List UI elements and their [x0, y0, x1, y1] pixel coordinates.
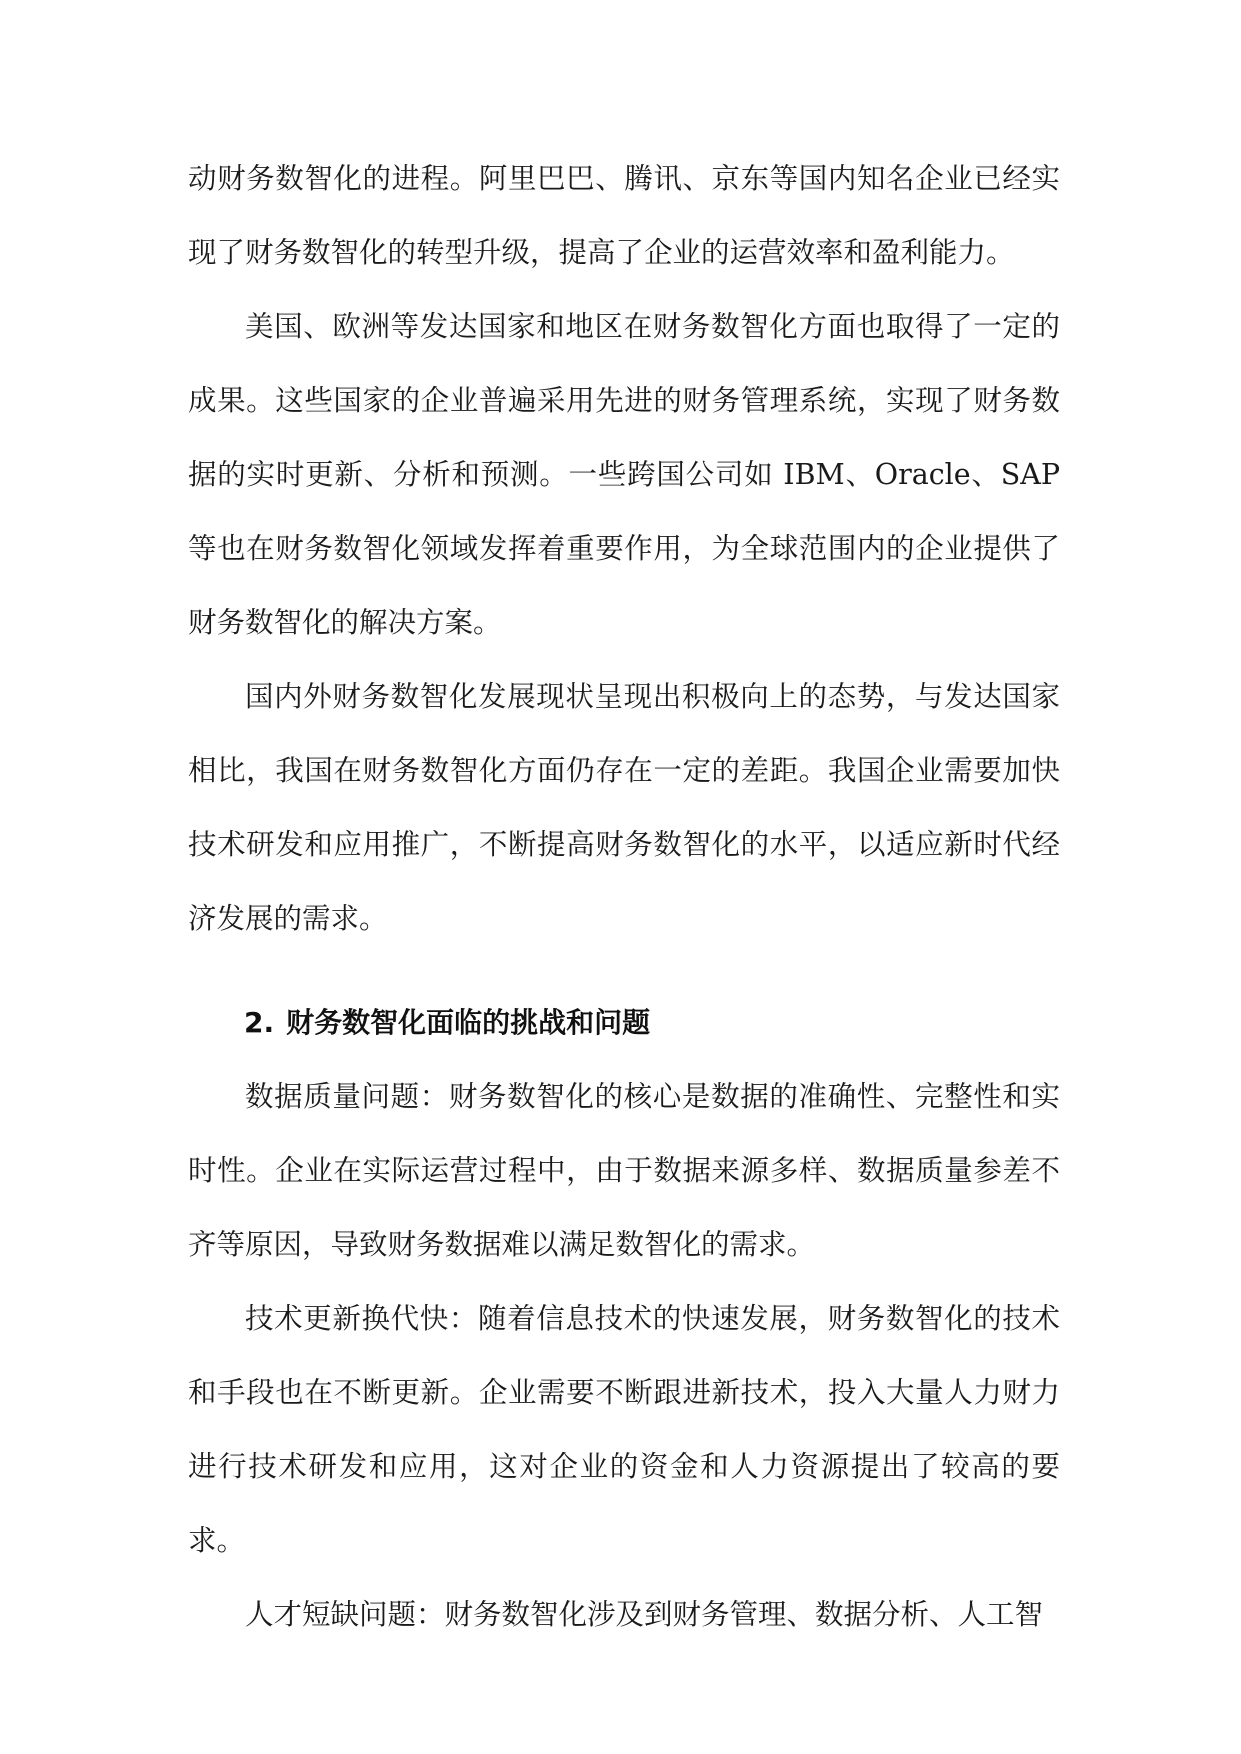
document-body	[188, 142, 1060, 1652]
paragraph-status-summary: 国内外财务数智化发展现状呈现出积极向上的态势，与发达国家相比，我国在财务数智化方面仍存在一定的差距。我国企业需要加快技术研发和应用推广，不断提高财务数智化的水平，以适应新时代经济发展的需求。	[188, 680, 1060, 935]
paragraph-talent-shortage: 人才短缺问题：财务数智化涉及到财务管理、数据分析、人工智	[245, 1598, 1044, 1631]
section-heading	[188, 986, 1060, 1060]
paragraph-tech-update: 技术更新换代快：随着信息技术的快速发展，财务数智化的技术和手段也在不断更新。企业需要不断跟进新技术，投入大量人力财力进行技术研发和应用，这对企业的资金和人力资源提出了较高的要求。	[188, 1302, 1060, 1557]
paragraph-continued: 动财务数智化的进程。阿里巴巴、腾讯、京东等国内知名企业已经实现了财务数智化的转型升级，提高了企业的运营效率和盈利能力。	[188, 162, 1060, 269]
section-number: 2.	[244, 1006, 275, 1039]
paragraph-developed-countries: 美国、欧洲等发达国家和地区在财务数智化方面也取得了一定的成果。这些国家的企业普遍采用先进的财务管理系统，实现了财务数据的实时更新、分析和预测。一些跨国公司如 IBM、Oracle、SAP 等也在财务数智化领域发挥着重要作用，为全球范围内的企业提供了财务数智化的解决方案。	[188, 310, 1060, 639]
section-title: 财务数智化面临的挑战和问题	[286, 1006, 651, 1039]
paragraph-data-quality: 数据质量问题：财务数智化的核心是数据的准确性、完整性和实时性。企业在实际运营过程中，由于数据来源多样、数据质量参差不齐等原因，导致财务数据难以满足数智化的需求。	[188, 1080, 1060, 1261]
